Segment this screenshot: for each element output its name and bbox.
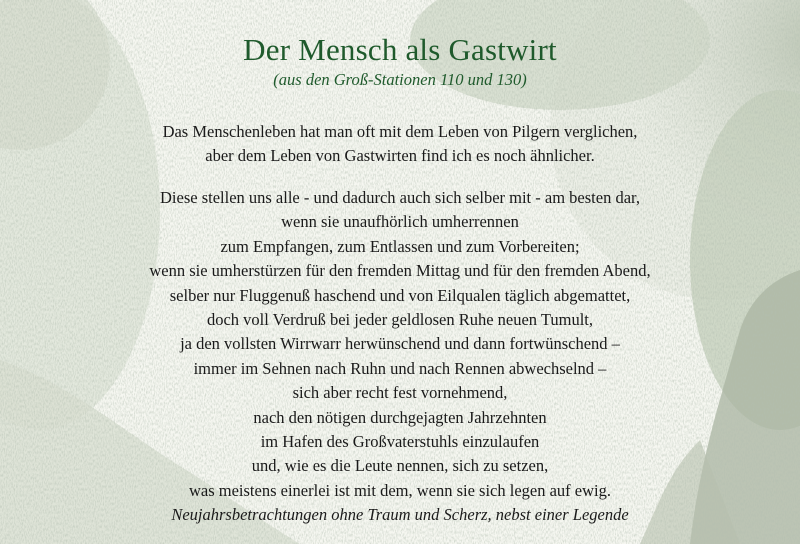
poem-line: ja den vollsten Wirrwarr herwünschend und dann fortwünschend – bbox=[180, 334, 620, 354]
poem-line: Das Menschenleben hat man oft mit dem Leben von Pilgern verglichen, bbox=[162, 122, 638, 141]
poem-line: und, wie es die Leute nennen, sich zu setzen, bbox=[251, 456, 549, 476]
poem-line: immer im Sehnen nach Ruhn und nach Rennen abwechselnd – bbox=[193, 358, 607, 378]
page-subtitle: (aus den Groß-Stationen 110 und 130) bbox=[273, 70, 527, 89]
poem-line: im Hafen des Großvaterstuhls einzulaufen bbox=[260, 432, 540, 452]
poem-line: wenn sie unaufhörlich umherrennen bbox=[281, 212, 519, 232]
poem-line: sich aber recht fest vornehmend, bbox=[292, 383, 508, 403]
poem-line: selber nur Fluggenuß haschend und von Eilqualen täglich abgemattet, bbox=[169, 285, 631, 305]
poem-line: was meistens einerlei ist mit dem, wenn sie sich legen auf ewig. bbox=[188, 480, 611, 500]
poem-line: doch voll Verdruß bei jeder geldlosen Ruhe neuen Tumult, bbox=[206, 310, 594, 330]
poem-line: Diese stellen uns alle - und dadurch auch sich selber mit - am besten dar, bbox=[160, 188, 640, 207]
poem-line: nach den nötigen durchgejagten Jahrzehnten bbox=[253, 407, 547, 427]
page-title: Der Mensch als Gastwirt bbox=[243, 32, 557, 67]
poem-line: aber dem Leben von Gastwirten find ich es noch ähnlicher. bbox=[205, 146, 595, 166]
source-citation: Neujahrsbetrachtungen ohne Traum und Scherz, nebst einer Legende bbox=[171, 505, 629, 525]
poem-line: zum Empfangen, zum Entlassen und zum Vorbereiten; bbox=[220, 236, 580, 256]
poem-paragraph-1 bbox=[0, 120, 800, 169]
poem-line: wenn sie umherstürzen für den fremden Mittag und für den fremden Abend, bbox=[149, 261, 651, 281]
poem-paragraph-2 bbox=[0, 186, 800, 528]
